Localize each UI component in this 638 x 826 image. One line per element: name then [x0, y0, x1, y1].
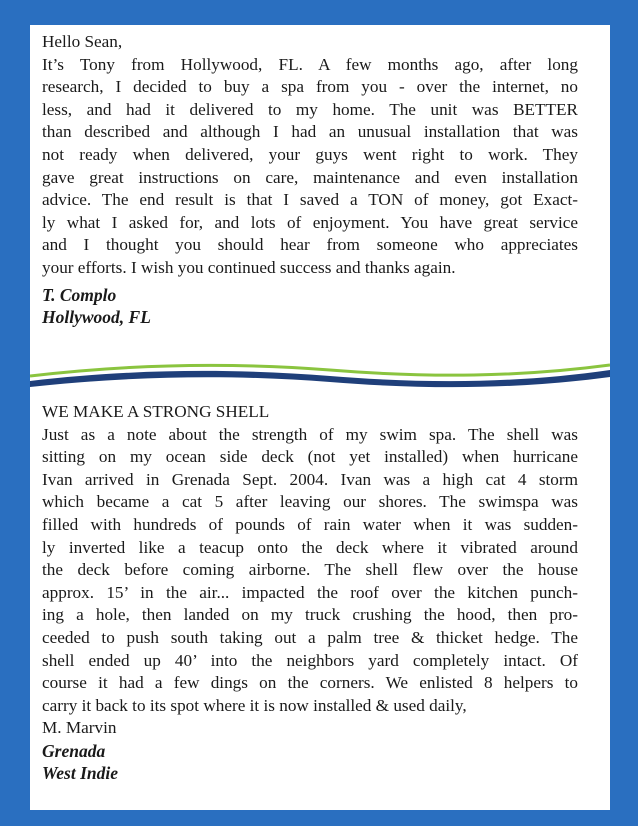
body-line: not ready when delivered, your guys went right to work. They — [42, 144, 578, 164]
signature-location: Hollywood, FL — [42, 306, 151, 327]
body-line: course it had a few dings on the corners. We enlisted 8 helpers to — [42, 673, 578, 693]
body-line: ly what I asked for, and lots of enjoyment. You have great service — [42, 212, 578, 232]
body-line: and I thought you should hear from someone who appreciates — [42, 235, 578, 255]
body-line: less, and had it delivered to my home. The unit was BETTER — [42, 99, 578, 119]
body-line: shell ended up 40’ into the neighbors yard completely intact. Of — [42, 650, 578, 670]
body-line: ing a hole, then landed on my truck crushing the hood, then pro- — [42, 605, 578, 625]
greeting: Hello Sean, — [42, 32, 123, 51]
body-line: research, I decided to buy a spa from you - over the internet, no — [42, 77, 578, 97]
section-heading: WE MAKE A STRONG SHELL — [42, 402, 270, 421]
body-line: Just as a note about the strength of my swim spa. The shell was — [42, 424, 578, 444]
signer-name: M. Marvin — [42, 718, 117, 738]
signature-location-1: Grenada — [42, 740, 106, 761]
signature-location-2: West Indie — [42, 762, 118, 783]
body-line: filled with hundreds of pounds of rain water when it was sudden- — [42, 514, 578, 534]
body-line: which became a cat 5 after leaving our shores. The swimspa was — [42, 492, 578, 512]
wave-divider — [30, 361, 610, 397]
body-line: advice. The end result is that I saved a TON of money, got Exact- — [42, 190, 578, 210]
body-line: ceeded to push south taking out a palm tree & thicket hedge. The — [42, 627, 578, 647]
content-panel — [30, 25, 610, 810]
testimonial-1 — [42, 31, 578, 328]
body-line: than described and although I had an unusual installation that was — [42, 122, 578, 142]
body-line: approx. 15’ in the air... impacted the roof over the kitchen punch- — [42, 582, 578, 602]
body-line: Ivan arrived in Grenada Sept. 2004. Ivan was a high cat 4 storm — [42, 469, 578, 489]
signature-name: T. Complo — [42, 284, 117, 305]
body-line-last: your efforts. I wish you continued success and thanks again. — [42, 257, 456, 277]
body-line-last: carry it back to its spot where it is now installed & used daily, — [42, 695, 467, 715]
body-line: gave great instructions on care, maintenance and even installation — [42, 167, 578, 187]
body-line: sitting on my ocean side deck (not yet installed) when hurricane — [42, 447, 578, 467]
testimonial-2 — [42, 401, 578, 784]
body-line: ly inverted like a teacup onto the deck where it vibrated around — [42, 537, 578, 557]
body-line: It’s Tony from Hollywood, FL. A few months ago, after long — [42, 54, 578, 74]
body-line: the deck before coming airborne. The shell flew over the house — [42, 560, 578, 580]
